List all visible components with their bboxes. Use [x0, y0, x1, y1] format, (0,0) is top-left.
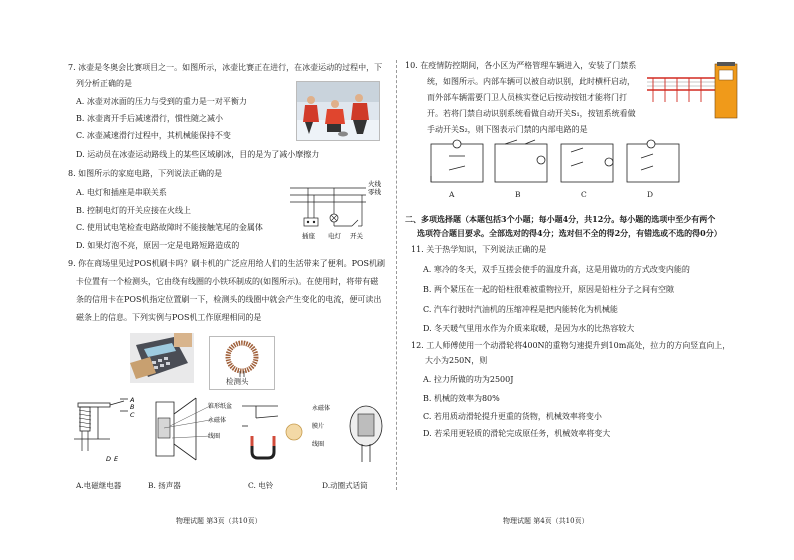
q11-option-d: D. 冬天暖气里用水作为介质来取暖，是因为水的比热容较大: [423, 324, 635, 333]
detector-head-label: 检测头: [226, 377, 249, 386]
q12-stem-line1: 12. 工人师傅使用一个动滑轮将400N的重物匀速提升到10m高处，拉力的方向竖直向上，: [411, 341, 731, 350]
q8-option-c: C. 使用试电笔检查电路故障时不能接触笔尾的金属体: [76, 223, 263, 232]
barrier-gate-photo: [643, 62, 773, 120]
loudspeaker-figure: [150, 396, 234, 464]
q10-stem-line2: 统，如图所示。内部车辆可以被自动识别，此时横杆启动，: [427, 77, 635, 86]
speaker-coil-label: 线圈: [208, 433, 221, 440]
circuit-a: [431, 140, 483, 182]
q9-option-c: C. 电铃: [248, 481, 274, 490]
q9-stem-line3: 条的信用卡在POS机指定位置刷一下，检测头的线圈中就会产生变化的电流，便可读出: [76, 295, 382, 304]
right-page-footer: 物理试题 第4页（共10页）: [503, 517, 589, 525]
q8-option-a: A. 电灯和插座是串联关系: [76, 188, 167, 197]
q7-option-b: B. 冰壶离开手后减速滑行，惯性随之减小: [76, 114, 223, 123]
q8-option-d: D. 如果灯泡不亮，原因一定是电路短路造成的: [76, 241, 240, 250]
q8-stem: 8. 如图所示的家庭电路，下列说法正确的是: [68, 169, 223, 178]
curling-photo: [296, 81, 380, 141]
circuit-d: [627, 140, 679, 182]
q9-option-a: A.电磁继电器: [76, 481, 122, 490]
q12-option-a: A. 拉力所做的功为2500J: [423, 375, 514, 384]
household-circuit-figure: [286, 178, 388, 242]
q12-option-b: B. 机械的效率为80%: [423, 394, 500, 403]
q10-option-b: B: [515, 190, 521, 199]
pos-machine-photo: [130, 333, 194, 383]
q7-option-d: D. 运动员在冰壶运动路线上的某些区域刷冰，目的是为了减小摩擦力: [76, 150, 320, 159]
circuit-b: [495, 140, 547, 182]
q7-stem-line1: 7. 冰壶是冬奥会比赛项目之一。如图所示，冰壶比赛正在进行，在冰壶运动的过程中，下: [68, 63, 383, 72]
section2-heading-line1: 二、多项选择题（本题包括3个小题；每小题4分，共12分。每小题的选项中至少有两个: [405, 214, 716, 224]
q10-option-d: D: [647, 190, 654, 199]
left-page-footer: 物理试题 第3页（共10页）: [176, 517, 262, 525]
q10-stem-line1: 10. 在疫情防控期间，各小区为严格管理车辆进入，安装了门禁系: [405, 61, 637, 70]
q9-stem-line4: 磁条上的信息。下列实例与POS机工作原理相同的是: [76, 313, 262, 322]
relay-label-e: E: [114, 455, 119, 463]
relay-label-d: D: [106, 455, 112, 463]
lamp-label: 电灯: [328, 232, 341, 240]
mic-magnet-label: 永磁体: [312, 405, 331, 412]
relay-label-b: B: [130, 403, 135, 411]
q10-stem-line4: 开。若将门禁自动识别系统看做自动开关S₁，按钮系统看做: [427, 109, 636, 118]
q9-option-d: D.动圈式话筒: [322, 481, 368, 490]
q10-stem-line5: 手动开关S₂，则下图表示门禁的内部电路的是: [427, 125, 588, 134]
q12-stem-line2: 大小为250N，则: [425, 356, 488, 365]
electric-bell-figure: [238, 402, 306, 462]
q12-option-d: D. 若采用更轻质的滑轮完成原任务，机械效率将变大: [423, 429, 611, 438]
q9-stem-line1: 9. 你在商场里见过POS机刷卡吗？刷卡机的广泛应用给人们的生活带来了便利。POS机刷: [68, 259, 386, 268]
q11-option-a: A. 寒冷的冬天，双手互搓会使手的温度升高，这是用做功的方式改变内能的: [423, 265, 690, 274]
switch-label: 开关: [350, 232, 363, 240]
q11-option-b: B. 两个紧压在一起的铅柱很难被重物拉开，原因是铅柱分子之间有空隙: [423, 285, 674, 294]
q10-stem-line3: 而外部车辆需要门卫人员核实登记后按动按钮才能将门打: [427, 93, 627, 102]
q10-circuits-figure: [427, 136, 687, 188]
speaker-cone-label: 锥形纸盆: [208, 403, 233, 410]
relay-figure: [70, 395, 140, 467]
dynamic-microphone-figure: [312, 400, 392, 466]
q10-option-a: A: [449, 190, 455, 199]
q12-option-c: C. 若用质动滑轮提升更重的货物，机械效率将变小: [423, 412, 602, 421]
right-page: [397, 0, 794, 560]
q7-option-a: A. 冰壶对冰面的压力与受到的重力是一对平衡力: [76, 97, 247, 106]
socket-label: 插座: [302, 232, 315, 240]
q9-stem-line2: 卡位置有一个检测头，它由绕有线圈的小铁环制成的(如图所示)。在使用时，将带有磁: [76, 277, 379, 286]
mic-coil-label: 线圈: [312, 441, 325, 448]
relay-label-a: A: [130, 396, 135, 404]
q7-option-c: C. 冰壶减速滑行过程中，其机械能保持不变: [76, 131, 231, 140]
q10-option-c: C: [581, 190, 587, 199]
live-wire-label: 火线: [368, 180, 381, 188]
relay-label-c: C: [130, 411, 135, 419]
q11-option-c: C. 汽车行驶时汽油机的压缩冲程是把内能转化为机械能: [423, 305, 618, 314]
neutral-wire-label: 零线: [368, 188, 381, 196]
q9-option-b: B. 扬声器: [148, 481, 181, 490]
section2-heading-line2: 选项符合题目要求。全部选对的得4分；选对但不全的得2分，有错选或不选的得0分）: [417, 228, 722, 238]
q8-option-b: B. 控制电灯的开关应接在火线上: [76, 206, 191, 215]
circuit-c: [561, 144, 613, 182]
q11-stem: 11. 关于热学知识，下列说法正确的是: [411, 245, 547, 254]
speaker-magnet-label: 永磁体: [208, 417, 227, 424]
mic-diaphragm-label: 膜片: [312, 423, 325, 430]
q7-stem-line2: 列分析正确的是: [76, 79, 132, 88]
